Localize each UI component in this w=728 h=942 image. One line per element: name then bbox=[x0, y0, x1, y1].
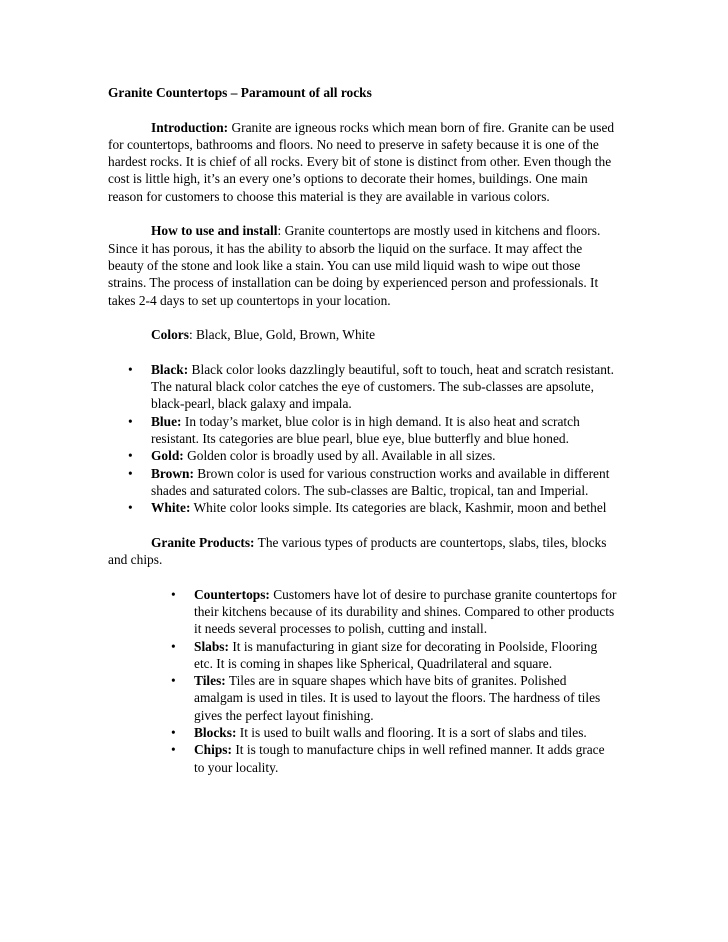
bullet-icon: • bbox=[128, 413, 133, 429]
color-description: Brown color is used for various construction works and available in different shades and saturated colors. The sub-classes are Baltic, tropical, tan and Imperial. bbox=[151, 465, 610, 498]
product-name: Blocks: bbox=[194, 724, 237, 740]
product-name: Chips: bbox=[194, 742, 232, 758]
intro-heading: Introduction: bbox=[151, 119, 229, 135]
products-heading: Granite Products: bbox=[151, 534, 255, 550]
list-item bbox=[108, 361, 618, 413]
bullet-icon: • bbox=[171, 586, 176, 602]
color-name: Brown: bbox=[151, 465, 194, 481]
color-description: Black color looks dazzlingly beautiful, soft to touch, heat and scratch resistant. The natural black color catches the eye of customers. The sub-classes are apsolute, black-pearl, black galaxy and impala. bbox=[151, 361, 614, 412]
product-description: It is used to built walls and flooring. It is a sort of slabs and tiles. bbox=[236, 724, 587, 740]
product-description: It is tough to manufacture chips in well refined manner. It adds grace to your locality. bbox=[194, 742, 605, 775]
colors-heading: Colors bbox=[151, 327, 189, 343]
products-list bbox=[108, 586, 618, 776]
list-item bbox=[108, 413, 618, 448]
product-name: Slabs: bbox=[194, 638, 229, 654]
intro-text: Granite are igneous rocks which mean born of fire. Granite can be used for countertops, bathrooms and floors. No need to preserve in safety because it is one of the hardest rocks. It is chief of all rocks. Every bit of stone is distinct from other. Even though the cost is little high, it’s an every one’s options to decorate their homes, buildings. One main reason for customers to choose this material is they are available in various colors. bbox=[108, 119, 615, 204]
bullet-icon: • bbox=[128, 465, 133, 481]
bullet-icon: • bbox=[171, 638, 176, 654]
color-description: In today’s market, blue color is in high demand. It is also heat and scratch resistant. Its categories are blue pearl, blue eye, blue butterfly and blue honed. bbox=[151, 413, 580, 446]
color-description: Golden color is broadly used by all. Available in all sizes. bbox=[183, 448, 496, 464]
products-paragraph bbox=[108, 534, 618, 569]
list-item bbox=[108, 447, 618, 464]
install-heading: How to use and install bbox=[151, 223, 278, 239]
list-item bbox=[108, 499, 618, 516]
product-description: It is manufacturing in giant size for decorating in Poolside, Flooring etc. It is coming in shapes like Spherical, Quadrilateral and square. bbox=[194, 638, 598, 671]
color-name: Black: bbox=[151, 361, 189, 377]
install-text: : Granite countertops are mostly used in kitchens and floors. Since it has porous, it has the ability to absorb the liquid on the surface. It may affect the beauty of the stone and look like a stain. You can use mild liquid wash to wipe out those strains. The process of installation can be doing by experienced person and professionals. It takes 2-4 days to set up countertops in your location. bbox=[108, 223, 601, 308]
colors-list bbox=[108, 361, 618, 517]
color-name: Blue: bbox=[151, 413, 182, 429]
bullet-icon: • bbox=[171, 724, 176, 740]
color-name: White: bbox=[151, 500, 191, 516]
list-item bbox=[108, 465, 618, 500]
document-page bbox=[108, 84, 618, 776]
product-name: Tiles: bbox=[194, 673, 226, 689]
colors-text: : Black, Blue, Gold, Brown, White bbox=[188, 327, 376, 343]
product-description: Tiles are in square shapes which have bits of granites. Polished amalgam is used in tiles. It is used to layout the floors. The hardness of tiles gives the perfect layout finishing. bbox=[194, 673, 601, 723]
intro-paragraph bbox=[108, 119, 618, 205]
colors-paragraph bbox=[151, 326, 618, 343]
bullet-icon: • bbox=[128, 448, 133, 464]
product-description: Customers have lot of desire to purchase granite countertops for their kitchens because of its durability and shines. Compared to other products it needs several processes to polish, cutting and install. bbox=[194, 586, 617, 637]
document-title: Granite Countertops – Paramount of all rocks bbox=[108, 85, 372, 100]
bullet-icon: • bbox=[128, 361, 133, 377]
list-item bbox=[108, 741, 618, 776]
bullet-icon: • bbox=[171, 673, 176, 689]
list-item bbox=[108, 586, 618, 638]
list-item bbox=[108, 638, 618, 673]
install-paragraph bbox=[108, 222, 618, 308]
bullet-icon: • bbox=[128, 500, 133, 516]
products-text: The various types of products are countertops, slabs, tiles, blocks and chips. bbox=[108, 534, 607, 568]
color-description: White color looks simple. Its categories are black, Kashmir, moon and bethel bbox=[190, 500, 607, 516]
list-item bbox=[108, 672, 618, 724]
list-item bbox=[108, 724, 618, 741]
product-name: Countertops: bbox=[194, 586, 270, 602]
color-name: Gold: bbox=[151, 448, 184, 464]
bullet-icon: • bbox=[171, 742, 176, 758]
